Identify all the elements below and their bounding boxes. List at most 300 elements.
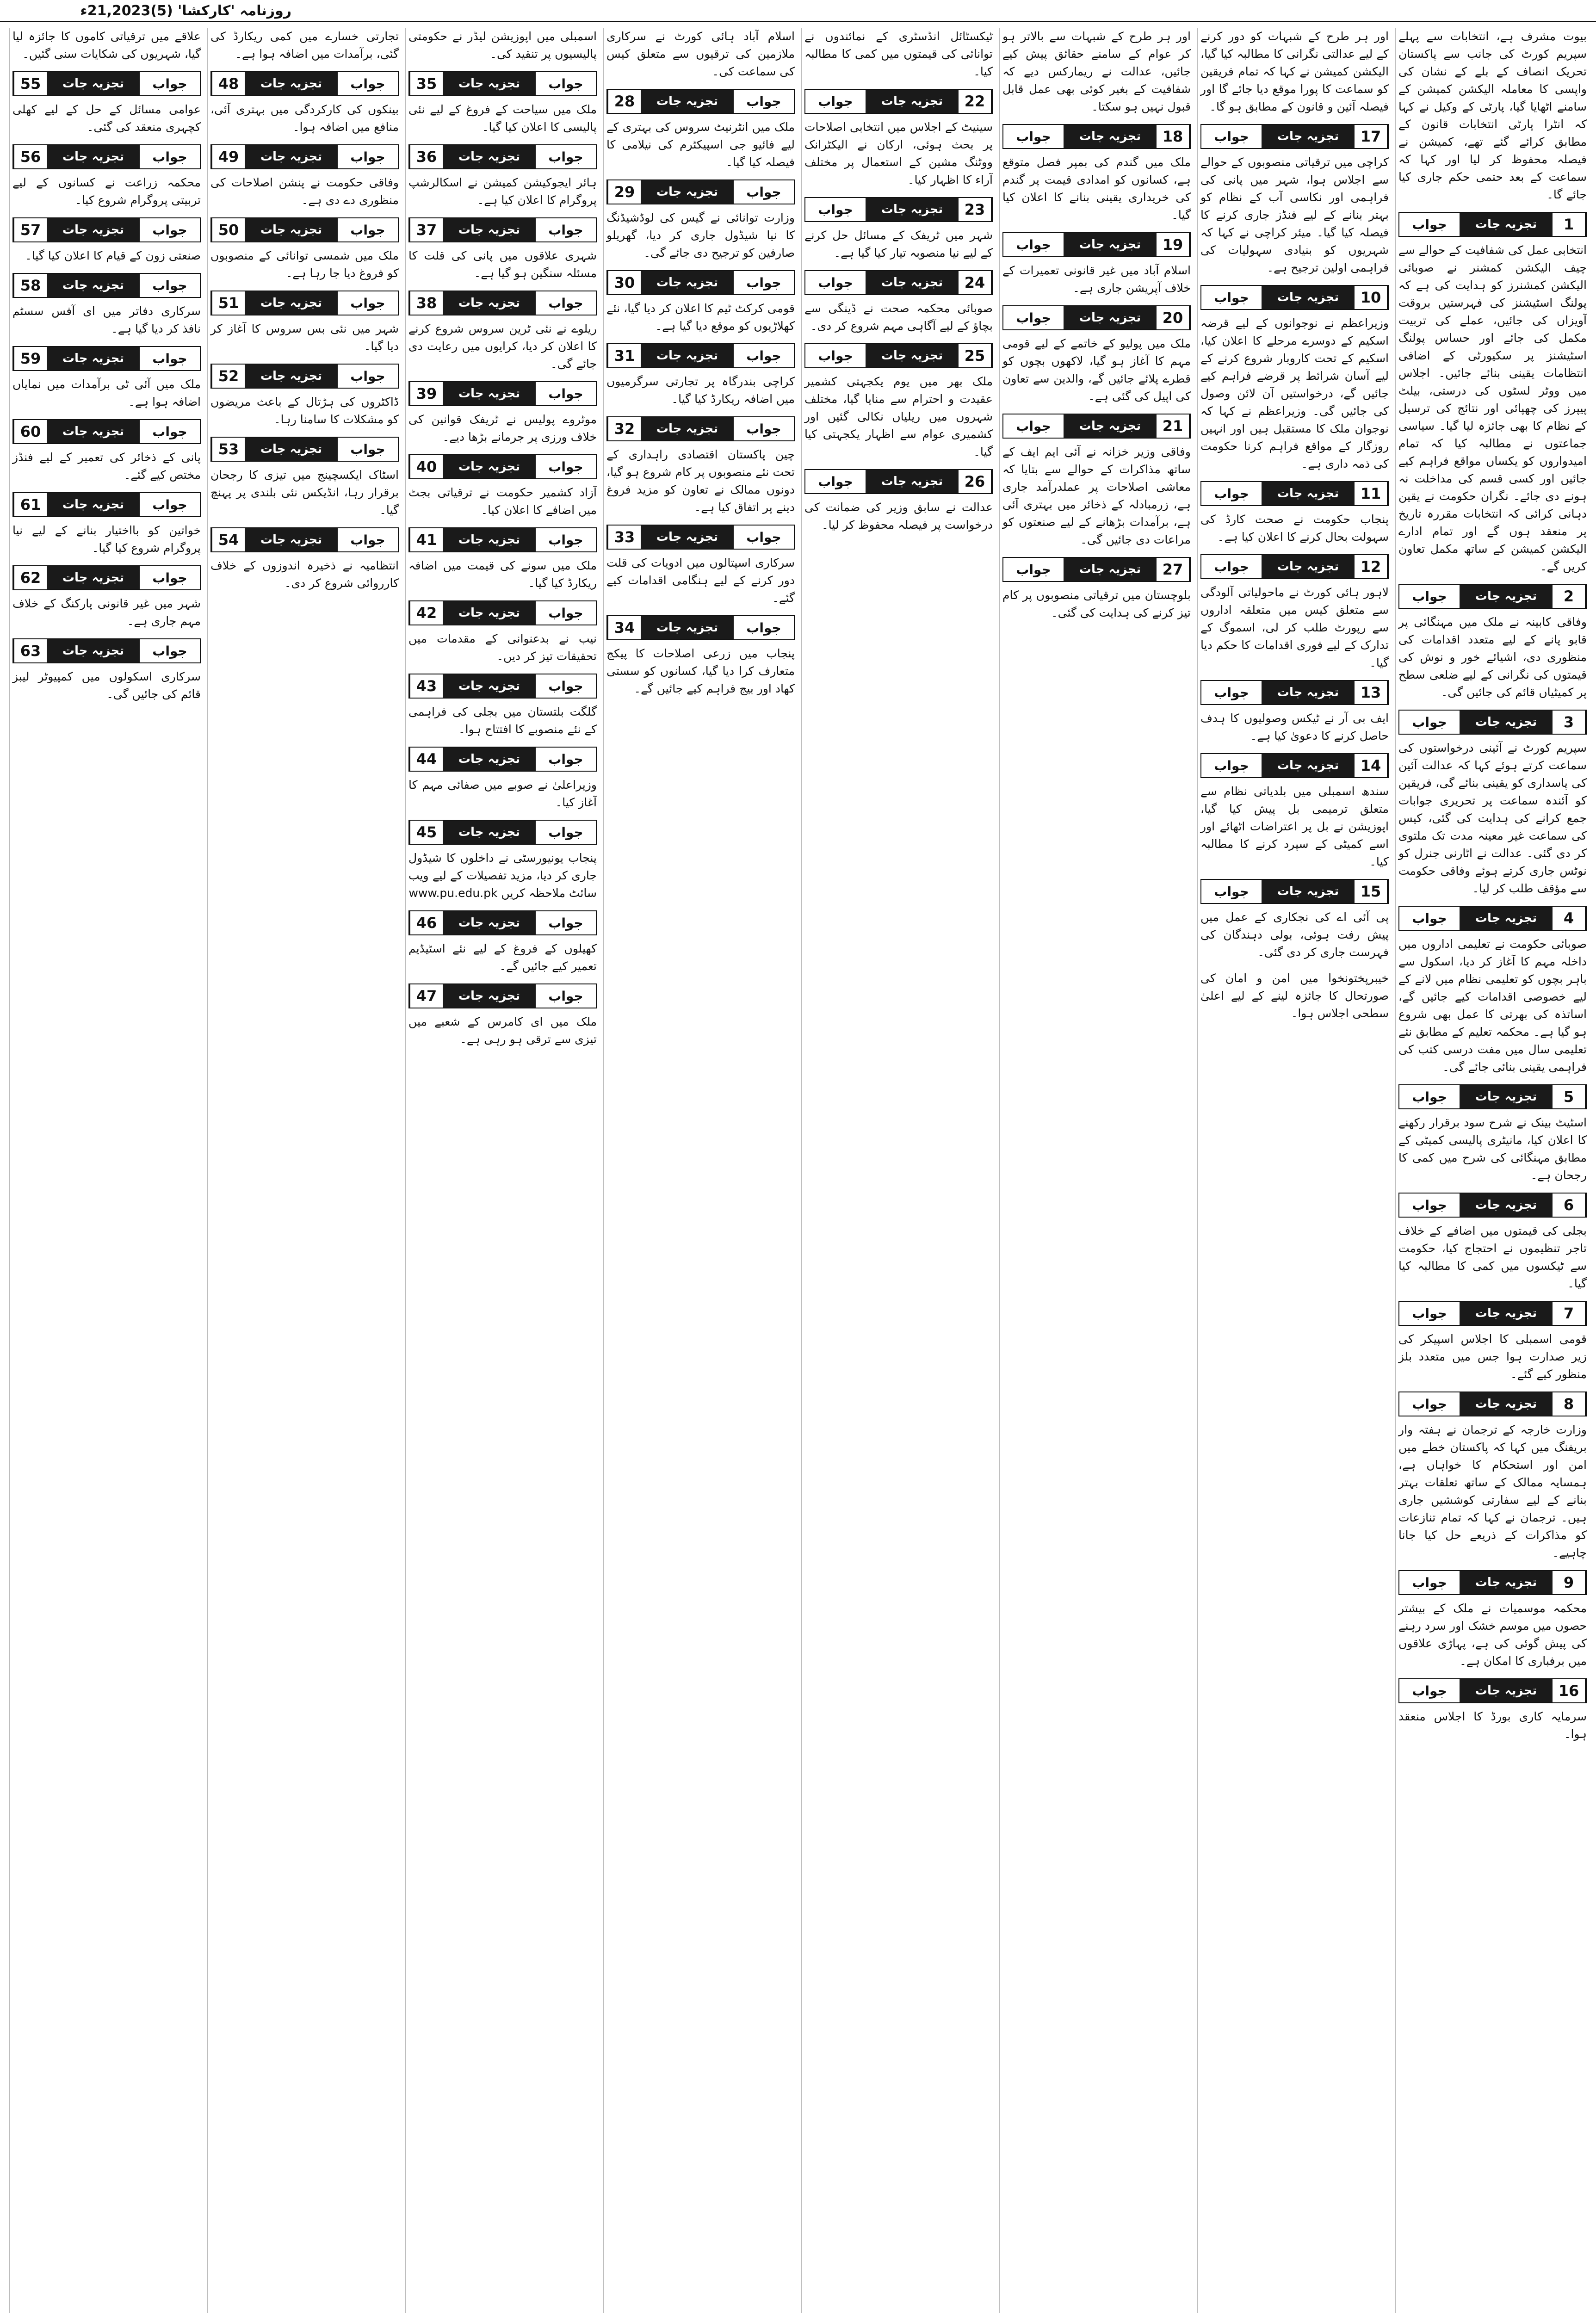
- entry-number: 37: [409, 218, 443, 241]
- entry-number: 8: [1553, 1392, 1586, 1416]
- entry-number: 41: [409, 528, 443, 551]
- section-title: جواب: [805, 470, 866, 493]
- section-label: تجزیہ جات: [1460, 907, 1553, 930]
- entry-number: 20: [1157, 306, 1190, 329]
- section-label: تجزیہ جات: [47, 347, 140, 370]
- entry-heading-bar: [804, 89, 993, 114]
- article-body: وزارت خارجہ کے ترجمان نے ہفتہ وار بریفنگ میں کہا کہ پاکستان خطے میں امن اور استحکام کا خواہاں ہے، ہمسایہ ممالک کے ساتھ تعلقات بہتر بنانے کے لیے سفارتی کوششیں جاری ہیں۔ ترجمان نے کہا کہ تمام تنازعات کو مذاکرات کے ذریعے حل کیا جانا چاہیے۔: [1398, 1423, 1587, 1559]
- article-entry: [210, 291, 399, 355]
- section-label: تجزیہ جات: [443, 455, 536, 478]
- article-body: ریلوے نے نئی ٹرین سروس شروع کرنے کا اعلان کر دیا، کرایوں میں رعایت دی جائے گی۔: [408, 322, 597, 371]
- article-entry: [408, 144, 597, 209]
- date-line: روزنامہ 'کارکشا' (5)21,2023ء: [80, 3, 291, 19]
- article-body: ملک میں ای کامرس کے شعبے میں تیزی سے ترقی ہو رہی ہے۔: [408, 1015, 597, 1046]
- section-label: تجزیہ جات: [443, 218, 536, 241]
- article-body: صنعتی زون کے قیام کا اعلان کیا گیا۔: [25, 249, 201, 262]
- section-label: تجزیہ جات: [443, 911, 536, 934]
- section-label: تجزیہ جات: [1460, 1085, 1553, 1108]
- section-title: جواب: [536, 528, 596, 551]
- section-title: جواب: [338, 291, 398, 315]
- entry-number: 13: [1355, 681, 1388, 704]
- entry-heading-bar: [1398, 1570, 1587, 1595]
- entry-number: 9: [1553, 1571, 1586, 1594]
- article-entry: [1200, 753, 1389, 871]
- section-label: تجزیہ جات: [641, 344, 734, 367]
- entry-heading-bar: [1398, 906, 1587, 931]
- article-body: ملک بھر میں یوم یکجہتی کشمیر عقیدت و احترام سے منایا گیا، مختلف شہروں میں ریلیاں نکالی گئیں اور کشمیری عوام سے اظہار یکجہتی کیا گیا۔: [804, 375, 993, 458]
- entry-heading-bar: [1200, 481, 1389, 506]
- entry-heading-bar: [12, 346, 201, 371]
- entry-heading-bar: [408, 291, 597, 315]
- section-label: تجزیہ جات: [443, 748, 536, 771]
- article-entry: [210, 71, 399, 136]
- column-4: [801, 28, 996, 2313]
- entry-heading-bar: [12, 144, 201, 169]
- article-body: سینیٹ کے اجلاس میں انتخابی اصلاحات پر بحث ہوئی، ارکان نے الیکٹرانک ووٹنگ مشین کے استعمال پر مختلف آراء کا اظہار کیا۔: [804, 120, 993, 186]
- article-body: ملک میں انٹرنیٹ سروس کی بہتری کے لیے فائیو جی اسپیکٹرم کی نیلامی کا فیصلہ کیا گیا۔: [606, 120, 795, 169]
- section-title: جواب: [140, 218, 200, 241]
- entry-number: 4: [1553, 907, 1586, 930]
- article-body: وفاقی حکومت نے پنشن اصلاحات کی منظوری دے دی ہے۔: [210, 176, 399, 207]
- article-entry: [1398, 1193, 1587, 1293]
- article-body: ملک میں شمسی توانائی کے منصوبوں کو فروغ دیا جا رہا ہے۔: [210, 249, 399, 280]
- article-entry: [408, 910, 597, 975]
- article-body: محکمہ زراعت نے کسانوں کے لیے تربیتی پروگرام شروع کیا۔: [12, 176, 201, 207]
- article-entry: [804, 197, 993, 262]
- article-body: نیب نے بدعنوانی کے مقدمات میں تحقیقات تیز کر دیں۔: [408, 632, 597, 663]
- article-body: پنجاب میں زرعی اصلاحات کا پیکج متعارف کرا دیا گیا، کسانوں کو سستی کھاد اور بیج فراہم کیے جائیں گے۔: [606, 647, 795, 695]
- entry-heading-bar: [12, 638, 201, 663]
- section-title: جواب: [1201, 555, 1262, 578]
- entry-heading-bar: [408, 600, 597, 625]
- article-entry: [408, 983, 597, 1048]
- section-title: جواب: [1399, 1392, 1460, 1416]
- entry-heading-bar: [408, 454, 597, 479]
- entry-heading-bar: [12, 71, 201, 96]
- article-entry: [1002, 124, 1191, 224]
- article-body: عوامی مسائل کے حل کے لیے کھلی کچہری منعقد کی گئی۔: [12, 103, 201, 134]
- article-entry: [1398, 906, 1587, 1076]
- article-body: سرکاری اسکولوں میں کمپیوٹر لیبز قائم کی جائیں گی۔: [12, 670, 201, 701]
- section-title: جواب: [338, 72, 398, 95]
- entry-heading-bar: [1002, 414, 1191, 439]
- entry-heading-bar: [1002, 124, 1191, 149]
- article-entry: [1002, 557, 1191, 622]
- section-title: جواب: [1399, 1085, 1460, 1108]
- section-title: جواب: [536, 72, 596, 95]
- section-label: تجزیہ جات: [1460, 711, 1553, 734]
- section-label: تجزیہ جات: [47, 639, 140, 662]
- entry-number: 49: [211, 145, 245, 168]
- section-label: تجزیہ جات: [47, 218, 140, 241]
- entry-number: 63: [13, 639, 47, 662]
- section-title: جواب: [734, 616, 794, 639]
- entry-heading-bar: [1200, 124, 1389, 149]
- article-body: ہائر ایجوکیشن کمیشن نے اسکالرشپ پروگرام کا اعلان کیا ہے۔: [408, 176, 597, 207]
- entry-heading-bar: [408, 983, 597, 1008]
- entry-number: 14: [1355, 754, 1388, 777]
- section-title: جواب: [1399, 907, 1460, 930]
- article-entry: [606, 89, 795, 171]
- entry-number: 51: [211, 291, 245, 315]
- entry-number: 32: [607, 417, 641, 440]
- article-body: قومی اسمبلی کا اجلاس اسپیکر کی زیر صدارت ہوا جس میں متعدد بلز منظور کیے گئے۔: [1398, 1332, 1587, 1381]
- article-body: صوبائی محکمہ صحت نے ڈینگی سے بچاؤ کے لیے آگاہی مہم شروع کر دی۔: [804, 302, 993, 333]
- article-body: پنجاب یونیورسٹی نے داخلوں کا شیڈول جاری کر دیا، مزید تفصیلات کے لیے ویب سائٹ ملاحظہ کریں www.pu.edu.pk: [408, 851, 597, 900]
- entry-number: 6: [1553, 1194, 1586, 1217]
- article-entry: [1200, 680, 1389, 745]
- article-entry: [1002, 28, 1191, 116]
- entry-number: 18: [1157, 125, 1190, 148]
- entry-number: 10: [1355, 286, 1388, 309]
- article-body: انتظامیہ نے ذخیرہ اندوزوں کے خلاف کارروائی شروع کر دی۔: [210, 559, 399, 590]
- article-entry: [1200, 124, 1389, 277]
- article-entry: [210, 144, 399, 209]
- section-title: جواب: [140, 639, 200, 662]
- section-title: جواب: [1399, 1302, 1460, 1325]
- entry-number: 26: [959, 470, 992, 493]
- section-label: تجزیہ جات: [245, 218, 338, 241]
- entry-heading-bar: [1200, 753, 1389, 778]
- entry-heading-bar: [1200, 554, 1389, 579]
- entry-number: 61: [13, 493, 47, 516]
- entry-heading-bar: [408, 71, 597, 96]
- entry-number: 48: [211, 72, 245, 95]
- entry-heading-bar: [1398, 1084, 1587, 1109]
- entry-heading-bar: [210, 291, 399, 315]
- section-title: جواب: [1201, 880, 1262, 903]
- section-title: جواب: [1003, 558, 1064, 581]
- article-entry: [606, 525, 795, 607]
- entry-heading-bar: [408, 747, 597, 772]
- article-entry: [1200, 285, 1389, 473]
- article-body: ملک میں آئی ٹی برآمدات میں نمایاں اضافہ ہوا ہے۔: [12, 377, 201, 408]
- column-8: [9, 28, 204, 2313]
- article-body: اور ہر طرح کے شبہات کو دور کرنے کے لیے عدالتی نگرانی کا مطالبہ کیا گیا، الیکشن کمیشن نے کہا کہ تمام فریقین کو سماعت کا پورا موقع دیا جائے گا اور فیصلہ آئین و قانون کے مطابق ہو گا۔: [1200, 30, 1389, 113]
- entry-heading-bar: [1398, 710, 1587, 735]
- section-title: جواب: [1201, 125, 1262, 148]
- article-body: شہری علاقوں میں پانی کی قلت کا مسئلہ سنگین ہو گیا ہے۔: [408, 249, 597, 280]
- section-title: جواب: [338, 528, 398, 551]
- entry-heading-bar: [1398, 1301, 1587, 1326]
- entry-number: 3: [1553, 711, 1586, 734]
- entry-number: 59: [13, 347, 47, 370]
- section-title: جواب: [140, 493, 200, 516]
- entry-heading-bar: [210, 71, 399, 96]
- section-title: جواب: [1003, 125, 1064, 148]
- section-title: جواب: [536, 674, 596, 698]
- section-label: تجزیہ جات: [641, 271, 734, 294]
- section-title: جواب: [805, 344, 866, 367]
- section-title: جواب: [338, 218, 398, 241]
- article-body: بلوچستان میں ترقیاتی منصوبوں پر کام تیز کرنے کی ہدایت کی گئی۔: [1002, 588, 1191, 619]
- section-label: تجزیہ جات: [245, 528, 338, 551]
- entry-number: 15: [1355, 880, 1388, 903]
- entry-number: 29: [607, 180, 641, 204]
- article-entry: [12, 273, 201, 338]
- article-body: شہر میں ٹریفک کے مسائل حل کرنے کے لیے نیا منصوبہ تیار کیا گیا ہے۔: [804, 229, 993, 260]
- section-label: تجزیہ جات: [641, 616, 734, 639]
- article-body: بینکوں کی کارکردگی میں بہتری آئی، منافع میں اضافہ ہوا۔: [210, 103, 399, 134]
- entry-number: 11: [1355, 482, 1388, 505]
- section-label: تجزیہ جات: [641, 90, 734, 113]
- section-label: تجزیہ جات: [1064, 233, 1157, 256]
- article-body: علاقے میں ترقیاتی کاموں کا جائزہ لیا گیا، شہریوں کی شکایات سنی گئیں۔: [12, 30, 201, 61]
- section-label: تجزیہ جات: [641, 180, 734, 204]
- article-body: عدالت نے سابق وزیر کی ضمانت کی درخواست پر فیصلہ محفوظ کر لیا۔: [804, 501, 993, 532]
- section-title: جواب: [338, 438, 398, 461]
- entry-heading-bar: [210, 437, 399, 462]
- section-label: تجزیہ جات: [47, 274, 140, 297]
- column-3: [999, 28, 1194, 2313]
- article-entry: [804, 28, 993, 80]
- article-entry: [1398, 1678, 1587, 1743]
- entry-number: 55: [13, 72, 47, 95]
- entry-heading-bar: [606, 89, 795, 114]
- article-entry: [606, 270, 795, 335]
- entry-heading-bar: [210, 144, 399, 169]
- article-entry: [12, 419, 201, 484]
- entry-heading-bar: [1398, 212, 1587, 237]
- section-label: تجزیہ جات: [1064, 306, 1157, 329]
- entry-heading-bar: [210, 527, 399, 552]
- section-label: تجزیہ جات: [245, 365, 338, 388]
- entry-heading-bar: [804, 197, 993, 222]
- section-title: جواب: [1201, 286, 1262, 309]
- entry-heading-bar: [1398, 1193, 1587, 1218]
- section-label: تجزیہ جات: [47, 566, 140, 589]
- entry-number: 62: [13, 566, 47, 589]
- entry-number: 35: [409, 72, 443, 95]
- entry-number: 12: [1355, 555, 1388, 578]
- section-label: تجزیہ جات: [866, 198, 959, 221]
- article-entry: [210, 217, 399, 282]
- article-body: ملک میں سیاحت کے فروغ کے لیے نئی پالیسی کا اعلان کیا گیا۔: [408, 103, 597, 134]
- article-body: سرمایہ کاری بورڈ کا اجلاس منعقد ہوا۔: [1398, 1710, 1587, 1741]
- section-title: جواب: [536, 984, 596, 1008]
- section-title: جواب: [734, 417, 794, 440]
- section-title: جواب: [1399, 213, 1460, 236]
- article-entry: [804, 469, 993, 534]
- section-label: تجزیہ جات: [866, 90, 959, 113]
- article-entry: [1002, 414, 1191, 549]
- entry-heading-bar: [12, 273, 201, 298]
- article-entry: [12, 492, 201, 557]
- section-title: جواب: [536, 218, 596, 241]
- column-1: [1395, 28, 1590, 2313]
- entry-number: 31: [607, 344, 641, 367]
- section-title: جواب: [734, 271, 794, 294]
- section-title: جواب: [1003, 306, 1064, 329]
- entry-heading-bar: [12, 419, 201, 444]
- article-entry: [1200, 481, 1389, 546]
- article-body: وفاقی کابینہ نے ملک میں مہنگائی پر قابو پانے کے لیے متعدد اقدامات کی منظوری دی، اشیائے خور و نوش کی قیمتوں کی نگرانی کے لیے ضلعی سطح پر کمیٹیاں قائم کی جائیں گی۔: [1398, 615, 1587, 699]
- section-label: تجزیہ جات: [641, 417, 734, 440]
- article-entry: [12, 217, 201, 265]
- section-label: تجزیہ جات: [443, 145, 536, 168]
- article-entry: [12, 638, 201, 703]
- section-label: تجزیہ جات: [47, 72, 140, 95]
- entry-number: 43: [409, 674, 443, 698]
- article-entry: [408, 217, 597, 282]
- entry-number: 58: [13, 274, 47, 297]
- section-label: تجزیہ جات: [1262, 555, 1355, 578]
- article-entry: [1398, 1570, 1587, 1670]
- article-body: اسٹیٹ بینک نے شرح سود برقرار رکھنے کا اعلان کیا، مانیٹری پالیسی کمیٹی کے مطابق مہنگائی کی شرح میں کمی کا رجحان ہے۔: [1398, 1116, 1587, 1182]
- entry-number: 34: [607, 616, 641, 639]
- entry-number: 56: [13, 145, 47, 168]
- entry-heading-bar: [408, 910, 597, 935]
- entry-number: 7: [1553, 1302, 1586, 1325]
- entry-heading-bar: [606, 179, 795, 204]
- section-title: جواب: [1003, 233, 1064, 256]
- section-title: جواب: [140, 566, 200, 589]
- section-label: تجزیہ جات: [1262, 880, 1355, 903]
- article-body: وفاقی وزیر خزانہ نے آئی ایم ایف کے ساتھ مذاکرات کے حوالے سے بتایا کہ معاشی اصلاحات پر عملدرآمد جاری ہے، زرمبادلہ کے ذخائر میں بہتری آئی ہے، برآمدات بڑھانے کے لیے صنعتوں کو مراعات دی جائیں گی۔: [1002, 445, 1191, 546]
- article-entry: [12, 71, 201, 136]
- entry-number: 25: [959, 344, 992, 367]
- section-title: جواب: [1399, 711, 1460, 734]
- section-title: جواب: [338, 145, 398, 168]
- article-entry: [1200, 970, 1389, 1022]
- entry-heading-bar: [1398, 584, 1587, 609]
- article-entry: [1002, 232, 1191, 297]
- entry-heading-bar: [606, 525, 795, 550]
- article-body: بجلی کی قیمتوں میں اضافے کے خلاف تاجر تنظیموں نے احتجاج کیا، حکومت سے ٹیکسوں میں کمی کا مطالبہ کیا گیا۔: [1398, 1224, 1587, 1290]
- entry-number: 52: [211, 365, 245, 388]
- section-label: تجزیہ جات: [443, 601, 536, 625]
- section-title: جواب: [536, 145, 596, 168]
- article-entry: [12, 346, 201, 411]
- article-entry: [408, 674, 597, 738]
- entry-heading-bar: [408, 527, 597, 552]
- article-entry: [1398, 1301, 1587, 1383]
- article-entry: [408, 600, 597, 665]
- entry-heading-bar: [1200, 285, 1389, 310]
- article-body: وزارت توانائی نے گیس کی لوڈشیڈنگ کا نیا شیڈول جاری کر دیا، گھریلو صارفین کو ترجیح دی جائے گی۔: [606, 211, 795, 260]
- entry-heading-bar: [1002, 557, 1191, 582]
- section-label: تجزیہ جات: [866, 470, 959, 493]
- section-title: جواب: [140, 145, 200, 168]
- article-body: ایف بی آر نے ٹیکس وصولیوں کا ہدف حاصل کرنے کا دعویٰ کیا ہے۔: [1200, 711, 1389, 742]
- article-entry: [1398, 28, 1587, 204]
- entry-number: 38: [409, 291, 443, 315]
- section-label: تجزیہ جات: [47, 493, 140, 516]
- article-body: ڈاکٹروں کی ہڑتال کے باعث مریضوں کو مشکلات کا سامنا رہا۔: [210, 395, 399, 426]
- article-entry: [1200, 28, 1389, 116]
- article-entry: [210, 527, 399, 592]
- article-body: وزیراعلیٰ نے صوبے میں صفائی مہم کا آغاز کیا۔: [408, 778, 597, 809]
- article-body: کراچی میں ترقیاتی منصوبوں کے حوالے سے اجلاس ہوا، شہر میں پانی کی فراہمی اور نکاسی آب کے نظام کو بہتر بنانے کے لیے فنڈز جاری کرنے کا فیصلہ کیا گیا۔ میئر کراچی نے کہا کہ شہریوں کو بنیادی سہولیات کی فراہمی اولین ترجیح ہے۔: [1200, 155, 1389, 274]
- article-body: انتخابی عمل کی شفافیت کے حوالے سے چیف الیکشن کمشنر نے صوبائی الیکشن کمشنرز کو ہدایت کی ہے کہ پولنگ اسٹیشنز کی فہرستیں بروقت آویزاں کی جائیں، عملے کی تربیت مکمل کی جائے اور حساس پولنگ اسٹیشنز پر سکیورٹی کے اضافی انتظامات یقینی بنائے جائیں۔ اجلاس میں ووٹر لسٹوں کی درستی، بیلٹ پیپرز کی چھپائی اور نتائج کی ترسیل کے نظام کا بھی جائزہ لیا گیا۔ سیاسی جماعتوں نے مطالبہ کیا کہ تمام امیدواروں کو یکساں مواقع فراہم کیے جائیں اور کسی قسم کی مداخلت نہ ہونے دی جائے۔ نگران حکومت نے یقین دہانی کرائی کہ انتخابات مقررہ تاریخ پر منعقد ہوں گے اور تمام ادارے الیکشن کمیشن کے ساتھ مکمل تعاون کریں گے۔: [1398, 243, 1587, 573]
- section-title: جواب: [734, 90, 794, 113]
- section-title: جواب: [805, 271, 866, 294]
- section-title: جواب: [536, 911, 596, 934]
- article-entry: [210, 437, 399, 519]
- section-label: تجزیہ جات: [245, 291, 338, 315]
- section-title: جواب: [1201, 754, 1262, 777]
- entry-number: 42: [409, 601, 443, 625]
- article-body: صوبائی حکومت نے تعلیمی اداروں میں داخلہ مہم کا آغاز کر دیا، اسکول سے باہر بچوں کو تعلیمی نظام میں لانے کے لیے خصوصی اقدامات کیے جائیں گے، اساتذہ کی بھرتی کا عمل بھی شروع ہو گیا ہے۔ محکمہ تعلیم کے مطابق نئے تعلیمی سال میں مفت درسی کتب کی فراہمی یقینی بنائی جائے گی۔: [1398, 937, 1587, 1074]
- entry-heading-bar: [606, 343, 795, 368]
- entry-number: 22: [959, 90, 992, 113]
- section-title: جواب: [1399, 585, 1460, 608]
- article-entry: [408, 454, 597, 519]
- article-body: آزاد کشمیر حکومت نے ترقیاتی بجٹ میں اضافے کا اعلان کیا۔: [408, 486, 597, 517]
- entry-number: 23: [959, 198, 992, 221]
- entry-heading-bar: [408, 381, 597, 406]
- section-title: جواب: [1399, 1194, 1460, 1217]
- article-entry: [1398, 212, 1587, 575]
- entry-number: 24: [959, 271, 992, 294]
- section-title: جواب: [536, 748, 596, 771]
- section-title: جواب: [1399, 1571, 1460, 1594]
- newspaper-header: [0, 0, 1596, 22]
- article-body: ملک میں گندم کی بمپر فصل متوقع ہے، کسانوں کو امدادی قیمت پر گندم کی خریداری یقینی بنانے کا اعلان کیا گیا۔: [1002, 155, 1191, 222]
- entry-number: 28: [607, 90, 641, 113]
- article-entry: [1200, 879, 1389, 961]
- entry-number: 21: [1157, 414, 1190, 438]
- section-label: تجزیہ جات: [1064, 558, 1157, 581]
- entry-heading-bar: [1398, 1392, 1587, 1416]
- entry-number: 30: [607, 271, 641, 294]
- article-body: وزیراعظم نے نوجوانوں کے لیے قرضہ اسکیم کے دوسرے مرحلے کا اعلان کیا، اسکیم کے تحت کاروبار شروع کرنے کے لیے آسان شرائط پر قرضے فراہم کیے جائیں گے، درخواستیں آن لائن وصول کی جائیں گی۔ وزیراعظم نے کہا کہ نوجوان ملک کا مستقبل ہیں اور انہیں روزگار کے مواقع فراہم کرنا حکومت کی ذمہ داری ہے۔: [1200, 316, 1389, 470]
- section-label: تجزیہ جات: [1262, 754, 1355, 777]
- section-title: جواب: [536, 601, 596, 625]
- entry-number: 2: [1553, 585, 1586, 608]
- article-body: قومی کرکٹ ٹیم کا اعلان کر دیا گیا، نئے کھلاڑیوں کو موقع دیا گیا ہے۔: [606, 302, 795, 333]
- section-title: جواب: [140, 347, 200, 370]
- article-body: اسلام آباد ہائی کورٹ نے سرکاری ملازمین کی ترقیوں سے متعلق کیس کی سماعت کی۔: [606, 30, 795, 78]
- section-label: تجزیہ جات: [1460, 1679, 1553, 1702]
- section-label: تجزیہ جات: [1460, 1302, 1553, 1325]
- entry-heading-bar: [12, 565, 201, 590]
- article-body: کراچی بندرگاہ پر تجارتی سرگرمیوں میں اضافہ ریکارڈ کیا گیا۔: [606, 375, 795, 406]
- section-label: تجزیہ جات: [443, 72, 536, 95]
- article-entry: [408, 381, 597, 446]
- section-title: جواب: [140, 420, 200, 443]
- article-body: ملک میں پولیو کے خاتمے کے لیے قومی مہم کا آغاز ہو گیا، لاکھوں بچوں کو قطرے پلائے جائیں گے، والدین سے تعاون کی اپیل کی گئی ہے۔: [1002, 337, 1191, 403]
- entry-heading-bar: [606, 416, 795, 441]
- article-body: محکمہ موسمیات نے ملک کے بیشتر حصوں میں موسم خشک اور سرد رہنے کی پیش گوئی کی ہے، پہاڑی علاقوں میں برفباری کا امکان ہے۔: [1398, 1602, 1587, 1668]
- article-body: بیوت مشرف ہے، انتخابات سے پہلے سپریم کورٹ کی جانب سے پاکستان تحریک انصاف کے بلے کے نشان کی واپسی کا معاملہ الیکشن کمیشن کے سامنے اٹھایا گیا، پارٹی کے وکیل نے کہا کہ انٹرا پارٹی انتخابات قانون کے مطابق کرائے گئے تھے، کمیشن نے فیصلہ محفوظ کر لیا اور کہا کہ سماعت کے بعد حتمی حکم جاری کیا جائے گا۔: [1398, 30, 1587, 201]
- entry-heading-bar: [1002, 232, 1191, 257]
- article-body: ٹیکسٹائل انڈسٹری کے نمائندوں نے توانائی کی قیمتوں میں کمی کا مطالبہ کیا۔: [804, 30, 993, 78]
- entry-number: 45: [409, 821, 443, 844]
- section-label: تجزیہ جات: [443, 984, 536, 1008]
- entry-heading-bar: [408, 820, 597, 845]
- section-label: تجزیہ جات: [443, 382, 536, 405]
- entry-number: 53: [211, 438, 245, 461]
- entry-heading-bar: [1398, 1678, 1587, 1703]
- entry-heading-bar: [804, 270, 993, 295]
- entry-number: 1: [1553, 213, 1586, 236]
- section-title: جواب: [140, 72, 200, 95]
- section-title: جواب: [536, 821, 596, 844]
- article-entry: [1398, 1084, 1587, 1184]
- entry-number: 50: [211, 218, 245, 241]
- article-entry: [1398, 1392, 1587, 1562]
- article-entry: [12, 565, 201, 630]
- article-body: پی آئی اے کی نجکاری کے عمل میں پیش رفت ہوئی، بولی دہندگان کی فہرست جاری کر دی گئی۔: [1200, 910, 1389, 959]
- article-entry: [12, 144, 201, 209]
- entry-number: 33: [607, 526, 641, 549]
- entry-heading-bar: [210, 217, 399, 242]
- section-label: تجزیہ جات: [866, 271, 959, 294]
- entry-heading-bar: [1200, 680, 1389, 705]
- entry-number: 39: [409, 382, 443, 405]
- entry-number: 46: [409, 911, 443, 934]
